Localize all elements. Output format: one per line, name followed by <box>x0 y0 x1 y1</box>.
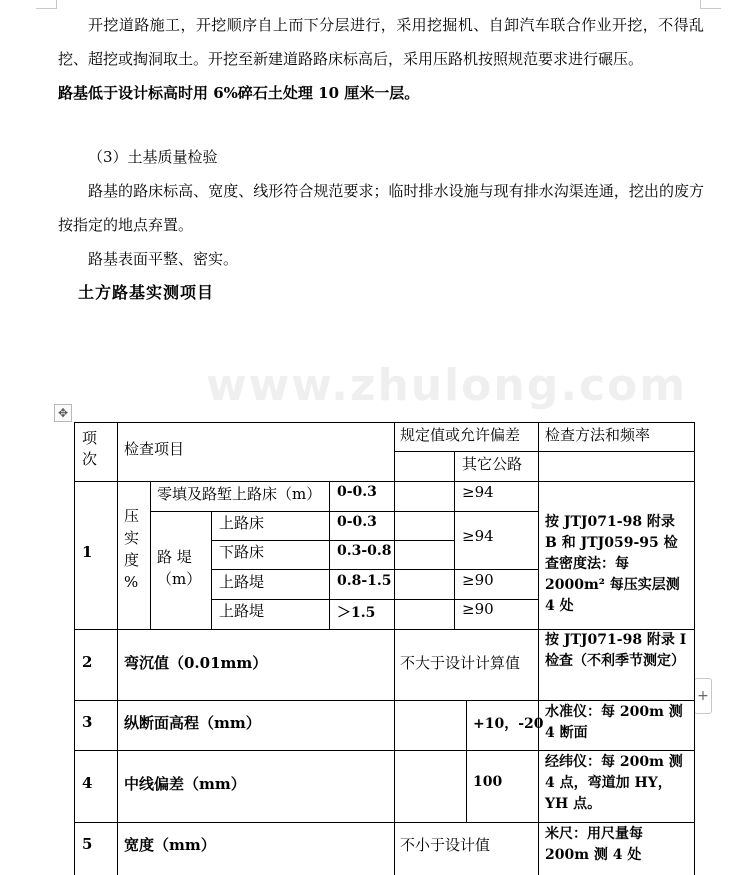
method-text: 按 JTJ071-98 附录 B 和 JTJ059-95 检查密度法：每 2000m² 每压实层测 4 处 <box>545 514 680 614</box>
header-spec: 规定值或允许偏差 <box>400 426 521 444</box>
header-no: 项 次 <box>82 429 98 468</box>
add-row-icon[interactable]: + <box>694 678 712 714</box>
spec-value: +10，-20 <box>473 716 544 732</box>
method-text: 经纬仪：每 200m 测 4 点，弯道加 HY，YH 点。 <box>545 754 683 812</box>
table-title: 土方路基实测项目 <box>78 283 215 302</box>
depth-range: ＞1.5 <box>337 605 376 621</box>
compaction-label: 压 实 度 % <box>124 507 140 591</box>
spec-value: ≥90 <box>462 600 494 618</box>
spec-value: ≥94 <box>462 483 494 501</box>
spec-value: 100 <box>473 774 503 790</box>
method-text: 水准仪：每 200m 测 4 断面 <box>545 704 683 741</box>
sub-item-label: 上路堤 <box>219 573 265 591</box>
item-label: 中线偏差（mm） <box>124 775 246 793</box>
margin-corner-marker <box>36 0 57 9</box>
move-handle-icon[interactable]: ✥ <box>54 404 72 422</box>
row-no: 1 <box>82 543 93 561</box>
sub-item-label: 零填及路堑上路床（m） <box>157 485 322 503</box>
depth-range: 0-0.3 <box>337 514 377 530</box>
row-no: 3 <box>82 713 93 731</box>
paragraph-text: 路基的路床标高、宽度、线形符合规范要求；临时排水设施与现有排水沟渠连通，挖出的废方按指定的地点弃置。 <box>58 182 704 234</box>
depth-range: 0.8-1.5 <box>337 573 392 589</box>
row-no: 5 <box>82 835 93 853</box>
depth-range: 0-0.3 <box>337 484 377 500</box>
spec-value: ≥94 <box>462 527 494 545</box>
sub-item-label: 上路床 <box>219 514 265 532</box>
header-spec-sub: 其它公路 <box>462 455 523 473</box>
watermark: www.zhulong.com <box>206 360 688 411</box>
method-text: 米尺：用尺量每 200m 测 4 处 <box>545 826 643 863</box>
sub-item-label: 下路床 <box>219 543 265 561</box>
header-method: 检查方法和频率 <box>545 426 651 444</box>
section-heading: （3）土基质量检验 <box>88 148 218 166</box>
paragraph-text: 路基表面平整、密实。 <box>88 250 239 268</box>
section-quality-check <box>58 140 704 276</box>
paragraph-text: 路基低于设计标高时用 6%碎石土处理 10 厘米一层。 <box>58 84 420 102</box>
item-label: 纵断面高程（mm） <box>124 714 261 732</box>
paragraph-text: 开挖道路施工，开挖顺序自上而下分层进行，采用挖掘机、自卸汽车联合作业开挖，不得乱挖、超挖或掏洞取土。开挖至新建道路路床标高后，采用压路机按照规范要求进行碾压。 <box>58 16 704 68</box>
embankment-label: 路 堤 （m） <box>157 548 202 588</box>
spec-value: ≥90 <box>462 571 494 589</box>
item-label: 宽度（mm） <box>124 836 216 854</box>
spec-value: 不大于设计计算值 <box>400 654 521 672</box>
depth-range: 0.3-0.8 <box>337 543 392 559</box>
spec-value: 不小于设计值 <box>400 836 491 854</box>
method-text: 按 JTJ071-98 附录 I 检查（不利季节测定） <box>545 632 687 669</box>
row-no: 2 <box>82 653 93 671</box>
sub-item-label: 上路堤 <box>219 602 265 620</box>
header-item: 检查项目 <box>124 440 185 458</box>
item-label: 弯沉值（0.01mm） <box>124 654 268 672</box>
row-no: 4 <box>82 774 93 792</box>
paragraph-excavation <box>58 8 704 110</box>
